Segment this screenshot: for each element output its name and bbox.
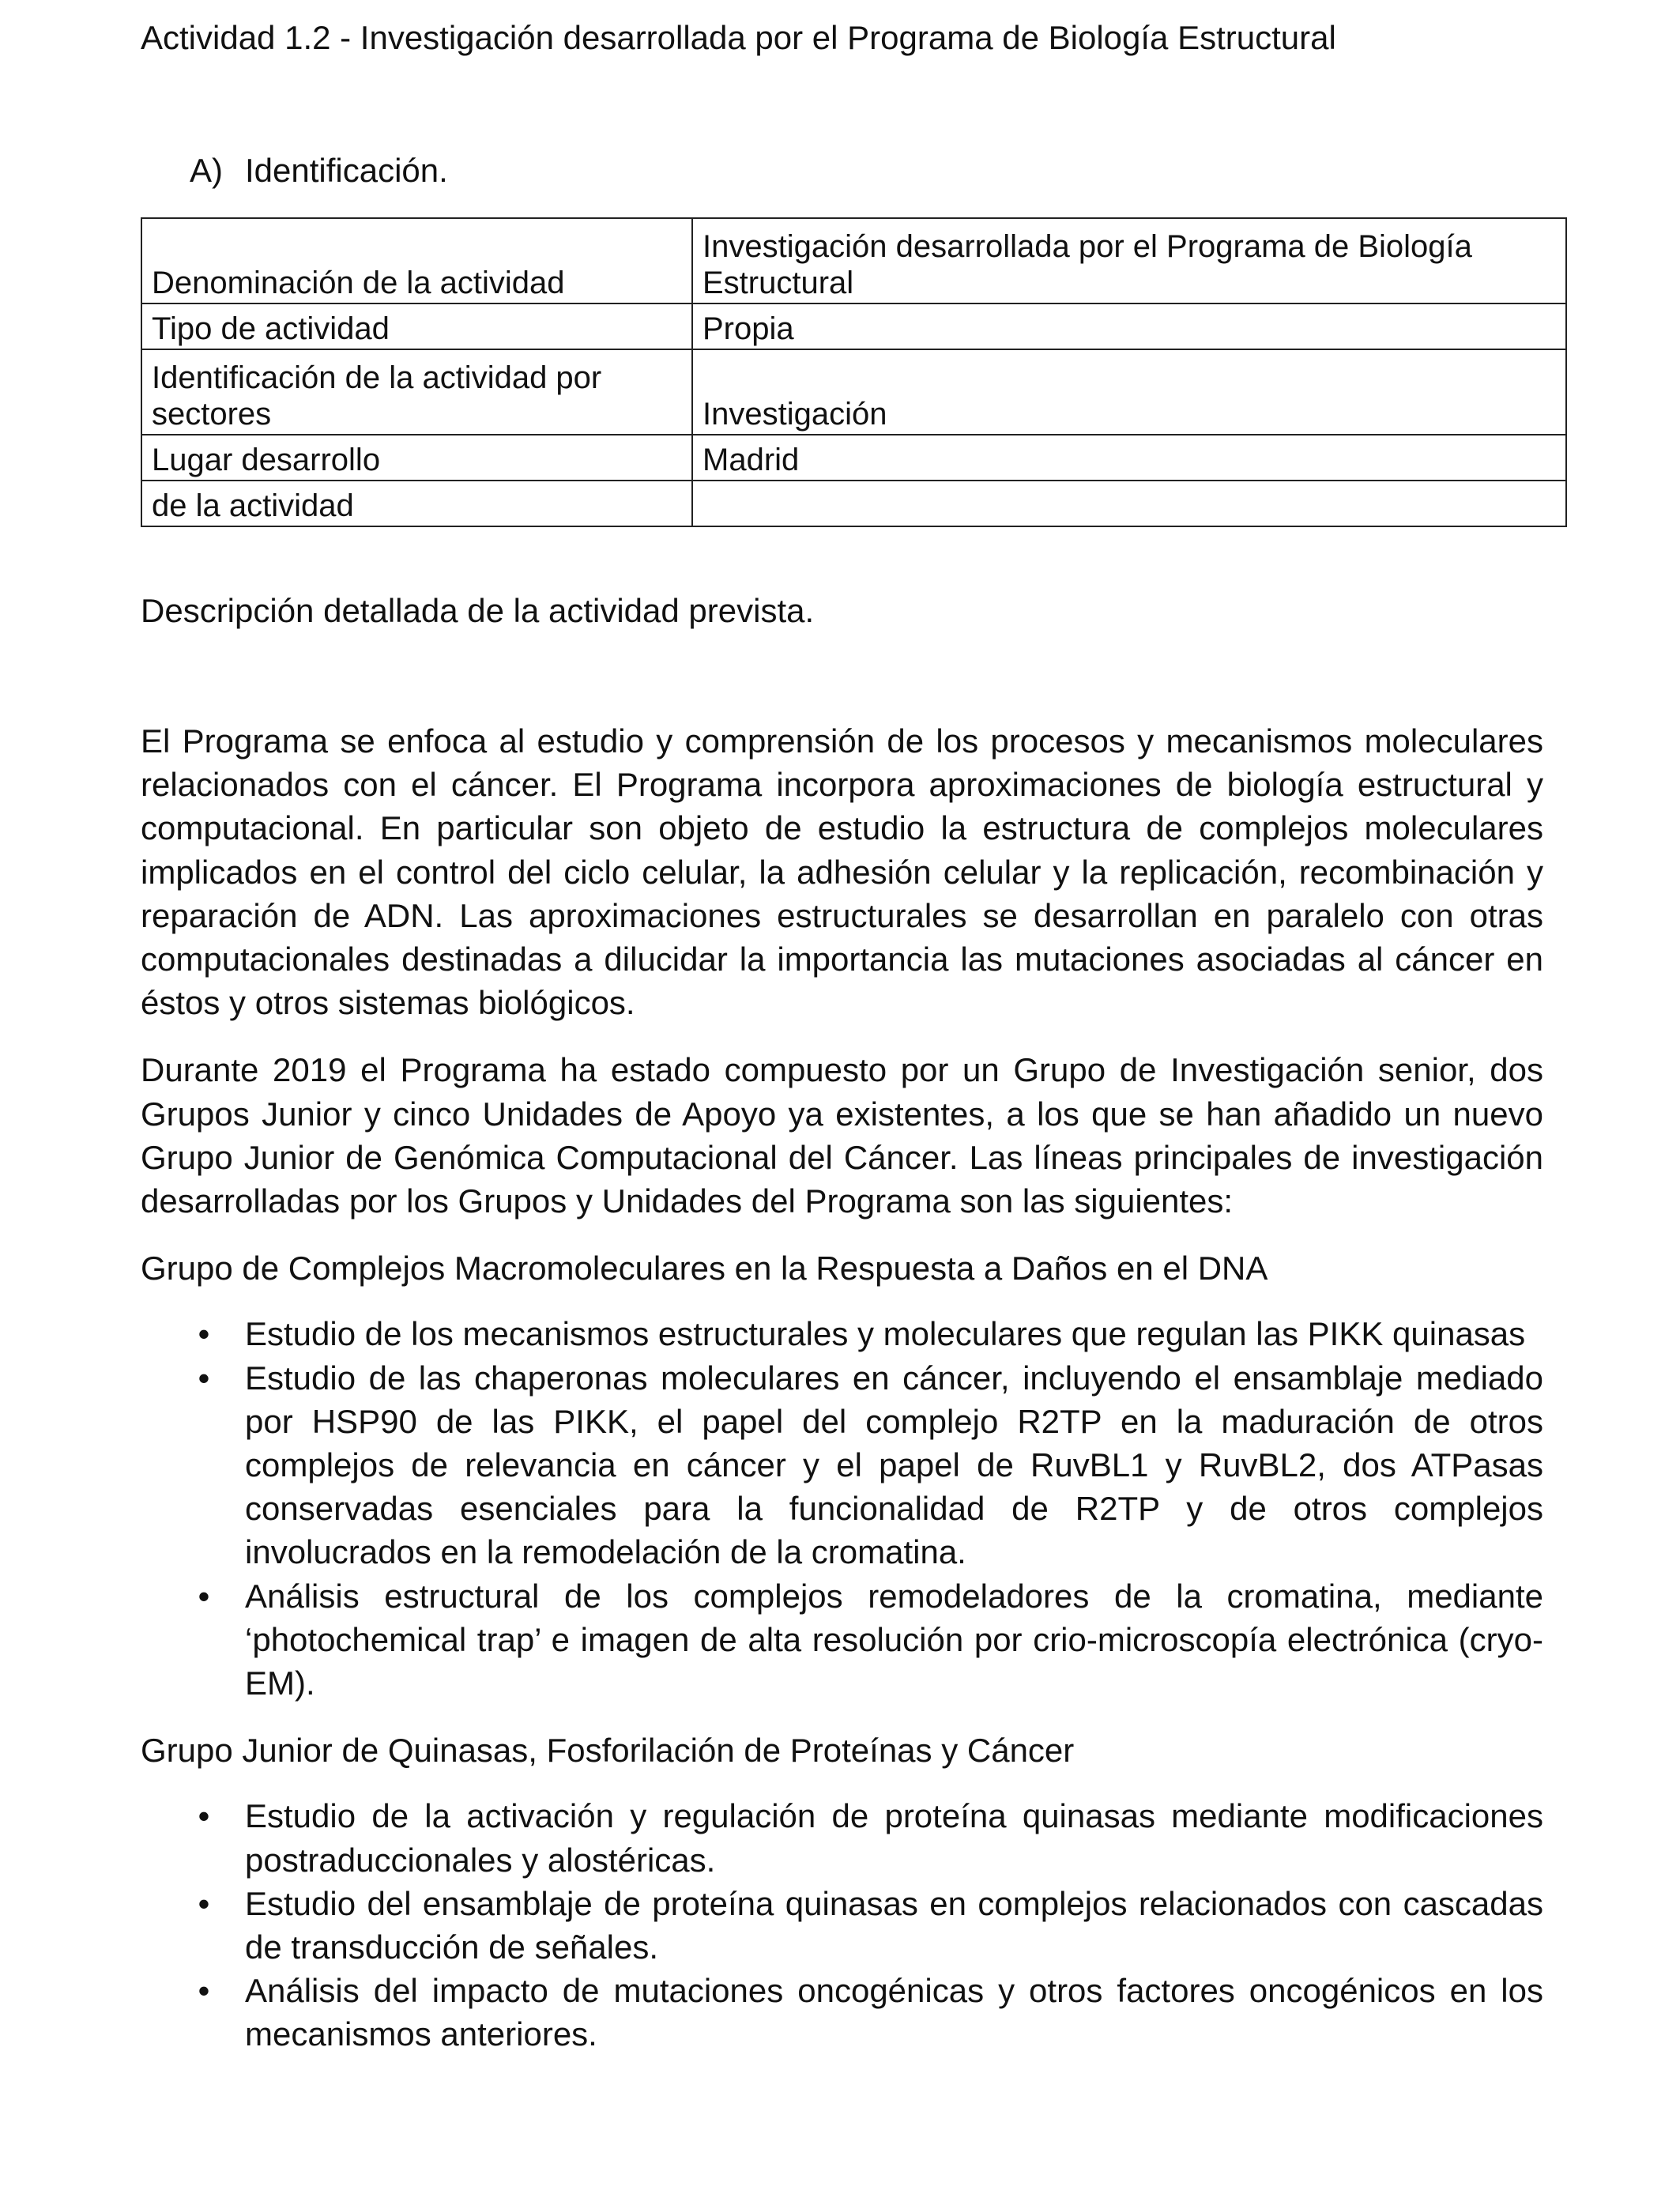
paragraph-intro: El Programa se enfoca al estudio y comprensión de los procesos y mecanismos moleculares relacionados con el cáncer. El Programa incorpora aproximaciones de biología estructural y computacional. En particular son objeto de estudio la estructura de complejos moleculares implicados en el control del ciclo celular, la adhesión celular y la replicación, recombinación y reparación de ADN. Las aproximaciones estructurales se desarrollan en paralelo con otras computacionales destinadas a dilucidar la importancia las mutaciones asociadas al cáncer en éstos y otros sistemas biológicos.: [141, 722, 1543, 1022]
bullet-icon: •: [198, 1972, 210, 2010]
bullet-list: [141, 1312, 1543, 1705]
section-a-heading: [190, 149, 448, 193]
identification-table: [141, 217, 1567, 527]
table-label-cell: de la actividad: [141, 481, 692, 526]
list-item-text: Estudio del ensamblaje de proteína quinasas en complejos relacionados con cascadas de transducción de señales.: [245, 1884, 1543, 1966]
table-label-cell: Tipo de actividad: [141, 303, 692, 349]
table-value-cell: [692, 481, 1566, 526]
table-label-cell: Denominación de la actividad: [141, 218, 692, 303]
list-item-text: Estudio de los mecanismos estructurales y moleculares que regulan las PIKK quinasas: [245, 1315, 1526, 1353]
description-heading: Descripción detallada de la actividad prevista.: [141, 592, 815, 629]
table-row: [141, 435, 1566, 481]
table-row: [141, 481, 1566, 526]
table-label-cell: Identificación de la actividad por sectores: [141, 349, 692, 435]
list-item-text: Análisis del impacto de mutaciones oncogénicas y otros factores oncogénicos en los mecanismos anteriores.: [245, 1972, 1543, 2053]
bullet-icon: •: [198, 1577, 210, 1615]
list-item: [141, 1574, 1543, 1706]
bullet-icon: •: [198, 1315, 210, 1353]
paragraph-composition: Durante 2019 el Programa ha estado compuesto por un Grupo de Investigación senior, dos Grupos Junior y cinco Unidades de Apoyo ya existentes, a los que se han añadido un nuevo Grupo Junior de Genómica Computacional del Cáncer. Las líneas principales de investigación desarrolladas por los Grupos y Unidades del Programa son las siguientes:: [141, 1051, 1543, 1220]
bullet-list: [141, 1794, 1543, 2056]
body-text: [141, 719, 1543, 2080]
group-title: Grupo Junior de Quinasas, Fosforilación de Proteínas y Cáncer: [141, 1732, 1075, 1770]
bullet-icon: •: [198, 1884, 210, 1922]
bullet-icon: •: [198, 1797, 210, 1835]
list-item-text: Estudio de la activación y regulación de proteína quinasas mediante modificaciones postraduccionales y alostéricas.: [245, 1797, 1543, 1879]
table-row: [141, 303, 1566, 349]
group-title: Grupo de Complejos Macromoleculares en la Respuesta a Daños en el DNA: [141, 1250, 1268, 1287]
list-item: [141, 1969, 1543, 2056]
table-value-cell: Madrid: [692, 435, 1566, 481]
bullet-icon: •: [198, 1359, 210, 1397]
table-value-cell: Investigación: [692, 349, 1566, 435]
list-item-text: Estudio de las chaperonas moleculares en cáncer, incluyendo el ensamblaje mediado por HSP90 de las PIKK, el papel del complejo R2TP en la maduración de otros complejos de relevancia en cáncer y el papel de RuvBL1 y RuvBL2, dos ATPasas conservadas esenciales para la funcionalidad de R2TP y de otros complejos involucrados en la remodelación de la cromatina.: [245, 1359, 1543, 1571]
table-row: [141, 349, 1566, 435]
table-row: [141, 218, 1566, 303]
section-marker: A): [190, 152, 223, 189]
list-item: [141, 1794, 1543, 1881]
list-item-text: Análisis estructural de los complejos remodeladores de la cromatina, mediante ‘photochemical trap’ e imagen de alta resolución por crio-microscopía electrónica (cryo-EM).: [245, 1577, 1543, 1702]
table-value-cell: Investigación desarrollada por el Programa de Biología Estructural: [692, 218, 1566, 303]
page-title: Actividad 1.2 - Investigación desarrollada por el Programa de Biología Estructural: [141, 19, 1336, 56]
table-value-cell: Propia: [692, 303, 1566, 349]
list-item: [141, 1312, 1543, 1355]
list-item: [141, 1356, 1543, 1574]
list-item: [141, 1882, 1543, 1969]
section-title: Identificación.: [245, 152, 448, 189]
table-label-cell: Lugar desarrollo: [141, 435, 692, 481]
